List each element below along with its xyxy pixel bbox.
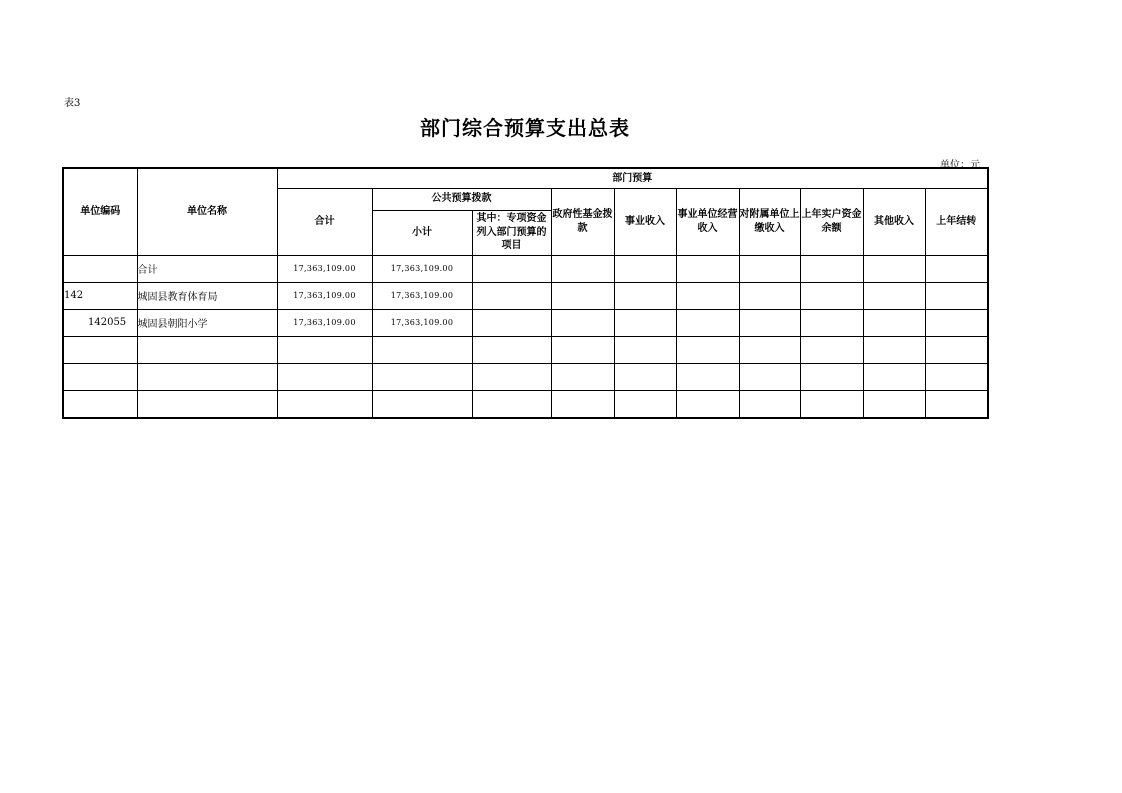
cell-total: 17,363,109.00: [277, 309, 372, 336]
cell-subtotal: 17,363,109.00: [372, 309, 472, 336]
cell-name: 城固县教育体育局: [137, 282, 277, 309]
budget-table: [62, 167, 989, 419]
cell-total: 17,363,109.00: [277, 255, 372, 282]
header-operating-income: 事业单位经营收入: [676, 188, 739, 255]
header-dept-budget: 部门预算: [277, 168, 988, 188]
table-number: 表3: [64, 98, 81, 109]
cell-code: [63, 255, 137, 282]
cell-code: 142: [63, 282, 137, 309]
header-other-income: 其他收入: [863, 188, 925, 255]
table-row: [63, 309, 988, 336]
table-row-empty: [63, 363, 988, 390]
header-subordinate-income: 对附属单位上缴收入: [739, 188, 800, 255]
header-business-income: 事业收入: [614, 188, 676, 255]
header-subtotal: 小计: [372, 210, 472, 255]
header-public-budget: 公共预算拨款: [372, 188, 551, 210]
header-unit-name: 单位名称: [137, 168, 277, 255]
table-row-empty: [63, 336, 988, 363]
header-prior-balance: 上年实户资金余额: [800, 188, 863, 255]
table-row: [63, 282, 988, 309]
cell-total: 17,363,109.00: [277, 282, 372, 309]
header-carryover: 上年结转: [925, 188, 988, 255]
cell-name: 城固县朝阳小学: [137, 309, 277, 336]
header-special-funds: 其中：专项资金列入部门预算的项目: [472, 210, 551, 255]
page-title: 部门综合预算支出总表: [420, 116, 630, 140]
cell-code: 142055: [63, 309, 137, 336]
header-total: 合计: [277, 188, 372, 255]
cell-name: 合计: [137, 255, 277, 282]
table-row-empty: [63, 390, 988, 418]
header-unit-code: 单位编码: [63, 168, 137, 255]
header-gov-fund: 政府性基金拨款: [551, 188, 614, 255]
cell-subtotal: 17,363,109.00: [372, 255, 472, 282]
cell-subtotal: 17,363,109.00: [372, 282, 472, 309]
table-row: [63, 255, 988, 282]
unit-label: 单位：元: [940, 160, 980, 171]
